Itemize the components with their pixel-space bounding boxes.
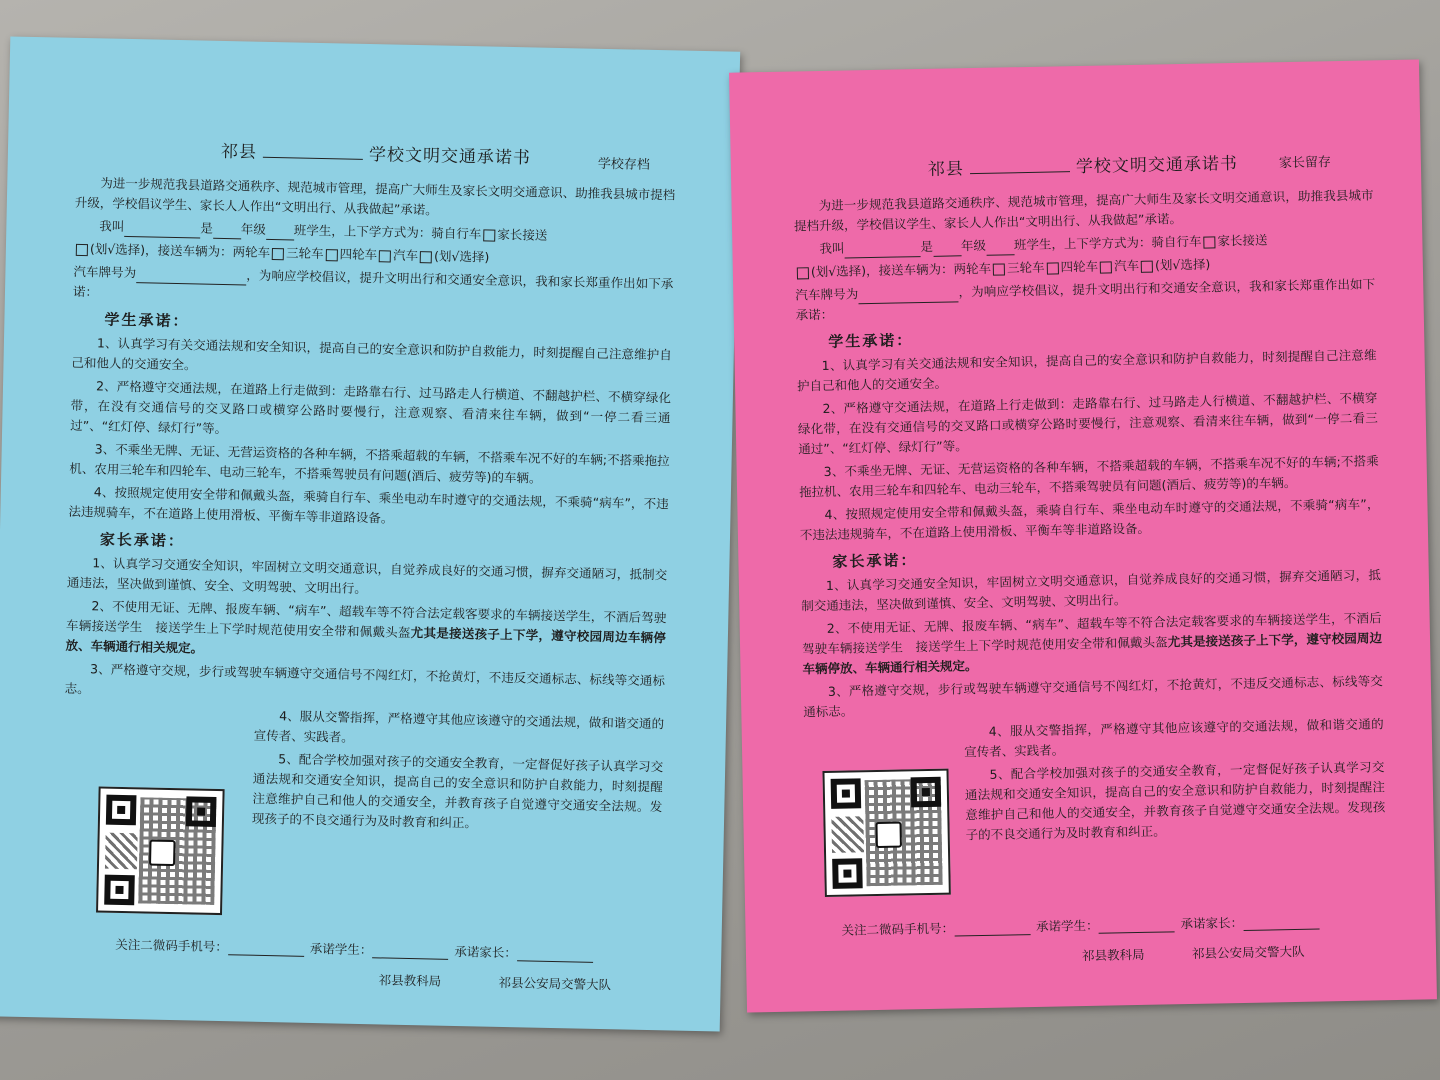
parent-pickup-label: 家长接送 (497, 226, 548, 243)
intro-paragraph: 为进一步规范我县道路交通秩序、规范城市管理，提高广大师生及家长文明交通意识，助推我县城市提档升级，学校倡议学生、家长人人作出“文明出行、从我做起”承诺。 (793, 187, 1374, 234)
issuer-education-bureau: 祁县教科局 (378, 972, 442, 989)
pledge-line-3 (795, 274, 1376, 325)
blue-sheet-content (62, 134, 676, 840)
archive-label: 家长留存 (1278, 155, 1332, 172)
car-label: 汽车 (1113, 257, 1140, 274)
student-sign-blank (1099, 931, 1175, 933)
student-item-4: 4、按照规定使用安全带和佩戴头盔，乘骑自行车、乘坐电动车时遵守的交通法规，不乘骑“病车”，不违法违规骑车，不在道路上使用滑板、平衡车等非道路设备。 (68, 484, 669, 526)
title-suffix: 学校文明交通承诺书 (1075, 153, 1239, 178)
four-wheel-label: 四轮车 (339, 246, 378, 263)
is-label: 是 (920, 238, 934, 255)
signature-row (841, 911, 1325, 938)
parent-pickup-checkbox (76, 243, 88, 255)
qr-finder-top-left (106, 795, 137, 826)
school-name-blank (970, 171, 1070, 174)
parent-pickup-checkbox (797, 267, 809, 279)
plate-blank (859, 301, 959, 304)
qr-modules-left (831, 816, 864, 853)
commute-label: 班学生，上下学方式为：骑自行车 (1013, 233, 1202, 253)
parent-item-5: 5、配合学校加强对孩子的交通安全教育，一定督促好孩子认真学习交通法规和交通安全知识，提高自己的安全意识和防护自救能力，时刻提醒注意维护自己和他人的交通安全，并教育孩子自觉遵守交通安全法规。发现孩子的不良交通行为及时教育和纠正。 (964, 759, 1386, 843)
name-label: 我叫 (819, 240, 845, 257)
document-title (793, 146, 1373, 182)
parent-item-3: 3、严格遵守交规，步行或驾驶车辆遵守交通信号不闯红灯，不抢黄灯，不违反交通标志、标线等交通标志。 (64, 661, 666, 697)
student-sign-label: 承诺学生： (1035, 917, 1099, 934)
school-name-blank (263, 157, 363, 160)
parent-item-3: 3、严格遵守交规，步行或驾驶车辆遵守交通信号不闯红灯，不抢黄灯，不违反交通标志、标线等交通标志。 (803, 673, 1383, 720)
four-wheel-checkbox (1100, 261, 1112, 273)
parent-pledge-heading: 家长承诺： (99, 530, 186, 551)
name-blank (845, 256, 921, 258)
parent-item-1: 1、认真学习交通安全知识，牢固树立文明交通意识，自觉养成良好的交通习惯，摒弃交通陋习，抵制交通违法，坚决做到谨慎、安全、文明驾驶、文明出行。 (66, 555, 668, 597)
qr-finder-bottom-left (832, 858, 863, 889)
student-item-4: 4、按照规定使用安全带和佩戴头盔，乘骑自行车、乘坐电动车时遵守的交通法规，不乘骑“病车”，不违法违规骑车，不在道路上使用滑板、平衡车等非道路设备。 (799, 496, 1380, 543)
two-wheel-checkbox (993, 263, 1005, 275)
plate-label: 汽车牌号为 (73, 263, 137, 281)
plate-blank (136, 282, 246, 285)
qr-code (96, 786, 225, 915)
grade-label: 年级 (960, 237, 987, 254)
bicycle-checkbox (1203, 236, 1215, 248)
student-sign-label: 承诺学生： (309, 940, 373, 958)
parent-item-2-bold: 尤其是接送孩子上下学，遵守校园周边车辆停放、车辆通行相关规定。 (802, 630, 1383, 677)
grade-blank (933, 255, 961, 257)
select-note: (划√选择) (1154, 256, 1211, 273)
parent-item-4: 4、服从交警指挥，严格遵守其他应该遵守的交通法规，做和谐交通的宣传者、实践者。 (963, 716, 1384, 760)
parent-item-4: 4、服从交警指挥，严格遵守其他应该遵守的交通法规，做和谐交通的宣传者、实践者。 (253, 708, 665, 745)
title-suffix: 学校文明交通承诺书 (368, 145, 532, 169)
student-item-2: 2、严格遵守交通法规，在道路上行走做到：走路靠右行、过马路走人行横道、不翻越护栏、不横穿绿化带，在没有交通信号的交叉路口或横穿公路时要慢行，注意观察、看清来往车辆，做到“一停二看三通过”、“红灯停、绿灯行”等。 (70, 378, 672, 437)
parent-item-2 (802, 608, 1383, 679)
parent-sign-label: 承诺家长： (1180, 915, 1244, 932)
qr-logo (875, 822, 901, 848)
is-label: 是 (200, 220, 214, 236)
commute-label: 班学生，上下学方式为：骑自行车 (293, 222, 482, 242)
issuer-education-bureau: 祁县教科局 (1081, 946, 1145, 964)
student-item-3: 3、不乘坐无牌、无证、无营运资格的各种车辆，不搭乘超载的车辆，不搭乘车况不好的车辆;不搭乘拖拉机、农用三轮车和四轮车、电动三轮车，不搭乘驾驶员有问题(酒后、疲劳等)的车辆。 (798, 453, 1379, 500)
qr-logo (149, 840, 176, 867)
archive-label: 学校存档 (597, 156, 650, 173)
vehicle-label: (划√选择)，接送车辆为：两轮车 (810, 260, 992, 280)
plate-label: 汽车牌号为 (795, 286, 859, 303)
three-wheel-label: 三轮车 (285, 245, 324, 262)
student-pledge-heading: 学生承诺： (828, 331, 914, 351)
document-title (76, 134, 676, 172)
parent-item-2-text: 2、不使用无证、无牌、报废车辆、“病车”、超载车等不符合法定载客要求的车辆接送学生，不酒后驾驶车辆接送学生 接送学生上下学时规范使用安全带和佩戴头盔 (65, 598, 667, 640)
parent-item-1: 1、认真学习交通安全知识，牢固树立文明交通意识，自觉养成良好的交通习惯，摒弃交通陋习，抵制交通违法，坚决做到谨慎、安全、文明驾驶、文明出行。 (801, 567, 1381, 614)
qr-modules-left (105, 833, 138, 870)
phone-blank (954, 934, 1030, 936)
pledge-statement: ，为响应学校倡议，提升文明出行和交通安全意识，我和家长郑重作出如下承诺： (72, 267, 674, 300)
student-pledge-heading: 学生承诺： (104, 310, 190, 331)
pink-sheet-parent-copy (729, 59, 1437, 1012)
car-checkbox (1141, 260, 1153, 272)
grade-label: 年级 (240, 221, 267, 237)
car-checkbox (420, 251, 432, 263)
issuer-traffic-police: 祁县公安局交警大队 (498, 974, 612, 993)
pink-sheet-content (793, 146, 1386, 851)
student-item-1: 1、认真学习有关交通法规和安全知识，提高自己的安全意识和防护自救能力，时刻提醒自己注意维护自己和他人的交通安全。 (796, 347, 1377, 394)
two-wheel-checkbox (272, 247, 284, 259)
parent-pickup-label: 家长接送 (1217, 232, 1268, 249)
title-prefix: 祁县 (927, 159, 965, 180)
title-prefix: 祁县 (220, 141, 258, 163)
student-item-3: 3、不乘坐无牌、无证、无营运资格的各种车辆，不搭乘超载的车辆，不搭乘车况不好的车辆;不搭乘拖拉机、农用三轮车和四轮车、电动三轮车，不搭乘驾驶员有问题(酒后、疲劳等)的车辆。 (69, 441, 670, 486)
parent-item-2-text: 2、不使用无证、无牌、报废车辆、“病车”、超载车等不符合法定载客要求的车辆接送学生，不酒后驾驶车辆接送学生 接送学生上下学时规范使用安全带和佩戴头盔 (801, 610, 1382, 657)
three-wheel-checkbox (1046, 262, 1058, 274)
student-item-1: 1、认真学习有关交通法规和安全知识，提高自己的安全意识和防护自救能力，时刻提醒自己注意维护自己和他人的交通安全。 (71, 335, 672, 373)
issuer-traffic-police: 祁县公安局交警大队 (1191, 943, 1305, 961)
signature-row (115, 935, 599, 963)
parent-item-2-bold: 尤其是接送孩子上下学，遵守校园周边车辆停放、车辆通行相关规定。 (65, 624, 667, 656)
parent-item-2 (65, 596, 666, 669)
student-sign-blank (372, 957, 448, 960)
qr-finder-bottom-left (104, 875, 135, 906)
phone-label: 关注二微码手机号： (115, 936, 228, 955)
pledge-statement: ，为响应学校倡议，提升文明出行和交通安全意识，我和家长郑重作出如下承诺： (795, 276, 1376, 323)
phone-label: 关注二微码手机号： (841, 920, 955, 938)
car-label: 汽车 (392, 247, 419, 264)
parent-sign-label: 承诺家长： (454, 943, 517, 961)
class-blank (986, 254, 1014, 256)
parent-sign-blank (517, 960, 593, 963)
select-note: (划√选择) (433, 248, 490, 265)
name-label: 我叫 (99, 218, 125, 234)
qr-code (822, 769, 950, 897)
vehicle-label: (划√选择)，接送车辆为：两轮车 (89, 241, 271, 260)
parent-pledge-heading: 家长承诺： (832, 551, 918, 571)
parent-sign-blank (1243, 929, 1319, 931)
phone-blank (228, 954, 304, 957)
grade-blank (213, 238, 241, 240)
class-blank (266, 239, 294, 241)
parent-item-5: 5、配合学校加强对孩子的交通安全教育，一定督促好孩子认真学习交通法规和交通安全知识，提高自己的安全意识和防护自救能力，时刻提醒注意维护自己和他人的交通安全，并教育孩子自觉遵守交通安全法规。发现孩子的不良交通行为及时教育和纠正。 (251, 751, 664, 831)
pledge-line-3 (73, 262, 674, 315)
three-wheel-label: 三轮车 (1006, 259, 1045, 276)
four-wheel-label: 四轮车 (1060, 258, 1099, 275)
four-wheel-checkbox (379, 250, 391, 262)
name-blank (124, 236, 200, 239)
intro-paragraph: 为进一步规范我县道路交通秩序、规范城市管理，提高广大师生及家长文明交通意识、助推我县城市提档升级，学校倡议学生、家长人人作出“文明出行、从我做起”承诺。 (74, 175, 676, 218)
student-item-2: 2、严格遵守交通法规，在道路上行走做到：走路靠右行、过马路走人行横道、不翻越护栏、不横穿绿化带，在没有交通信号的交叉路口或横穿公路时要慢行，注意观察、看清来往车辆，做到“一停二看三通过”、“红灯停、绿灯行”等。 (797, 390, 1378, 457)
qr-finder-top-left (831, 778, 862, 809)
three-wheel-checkbox (325, 249, 337, 261)
blue-sheet-school-copy (0, 36, 740, 1031)
bicycle-checkbox (483, 229, 495, 241)
